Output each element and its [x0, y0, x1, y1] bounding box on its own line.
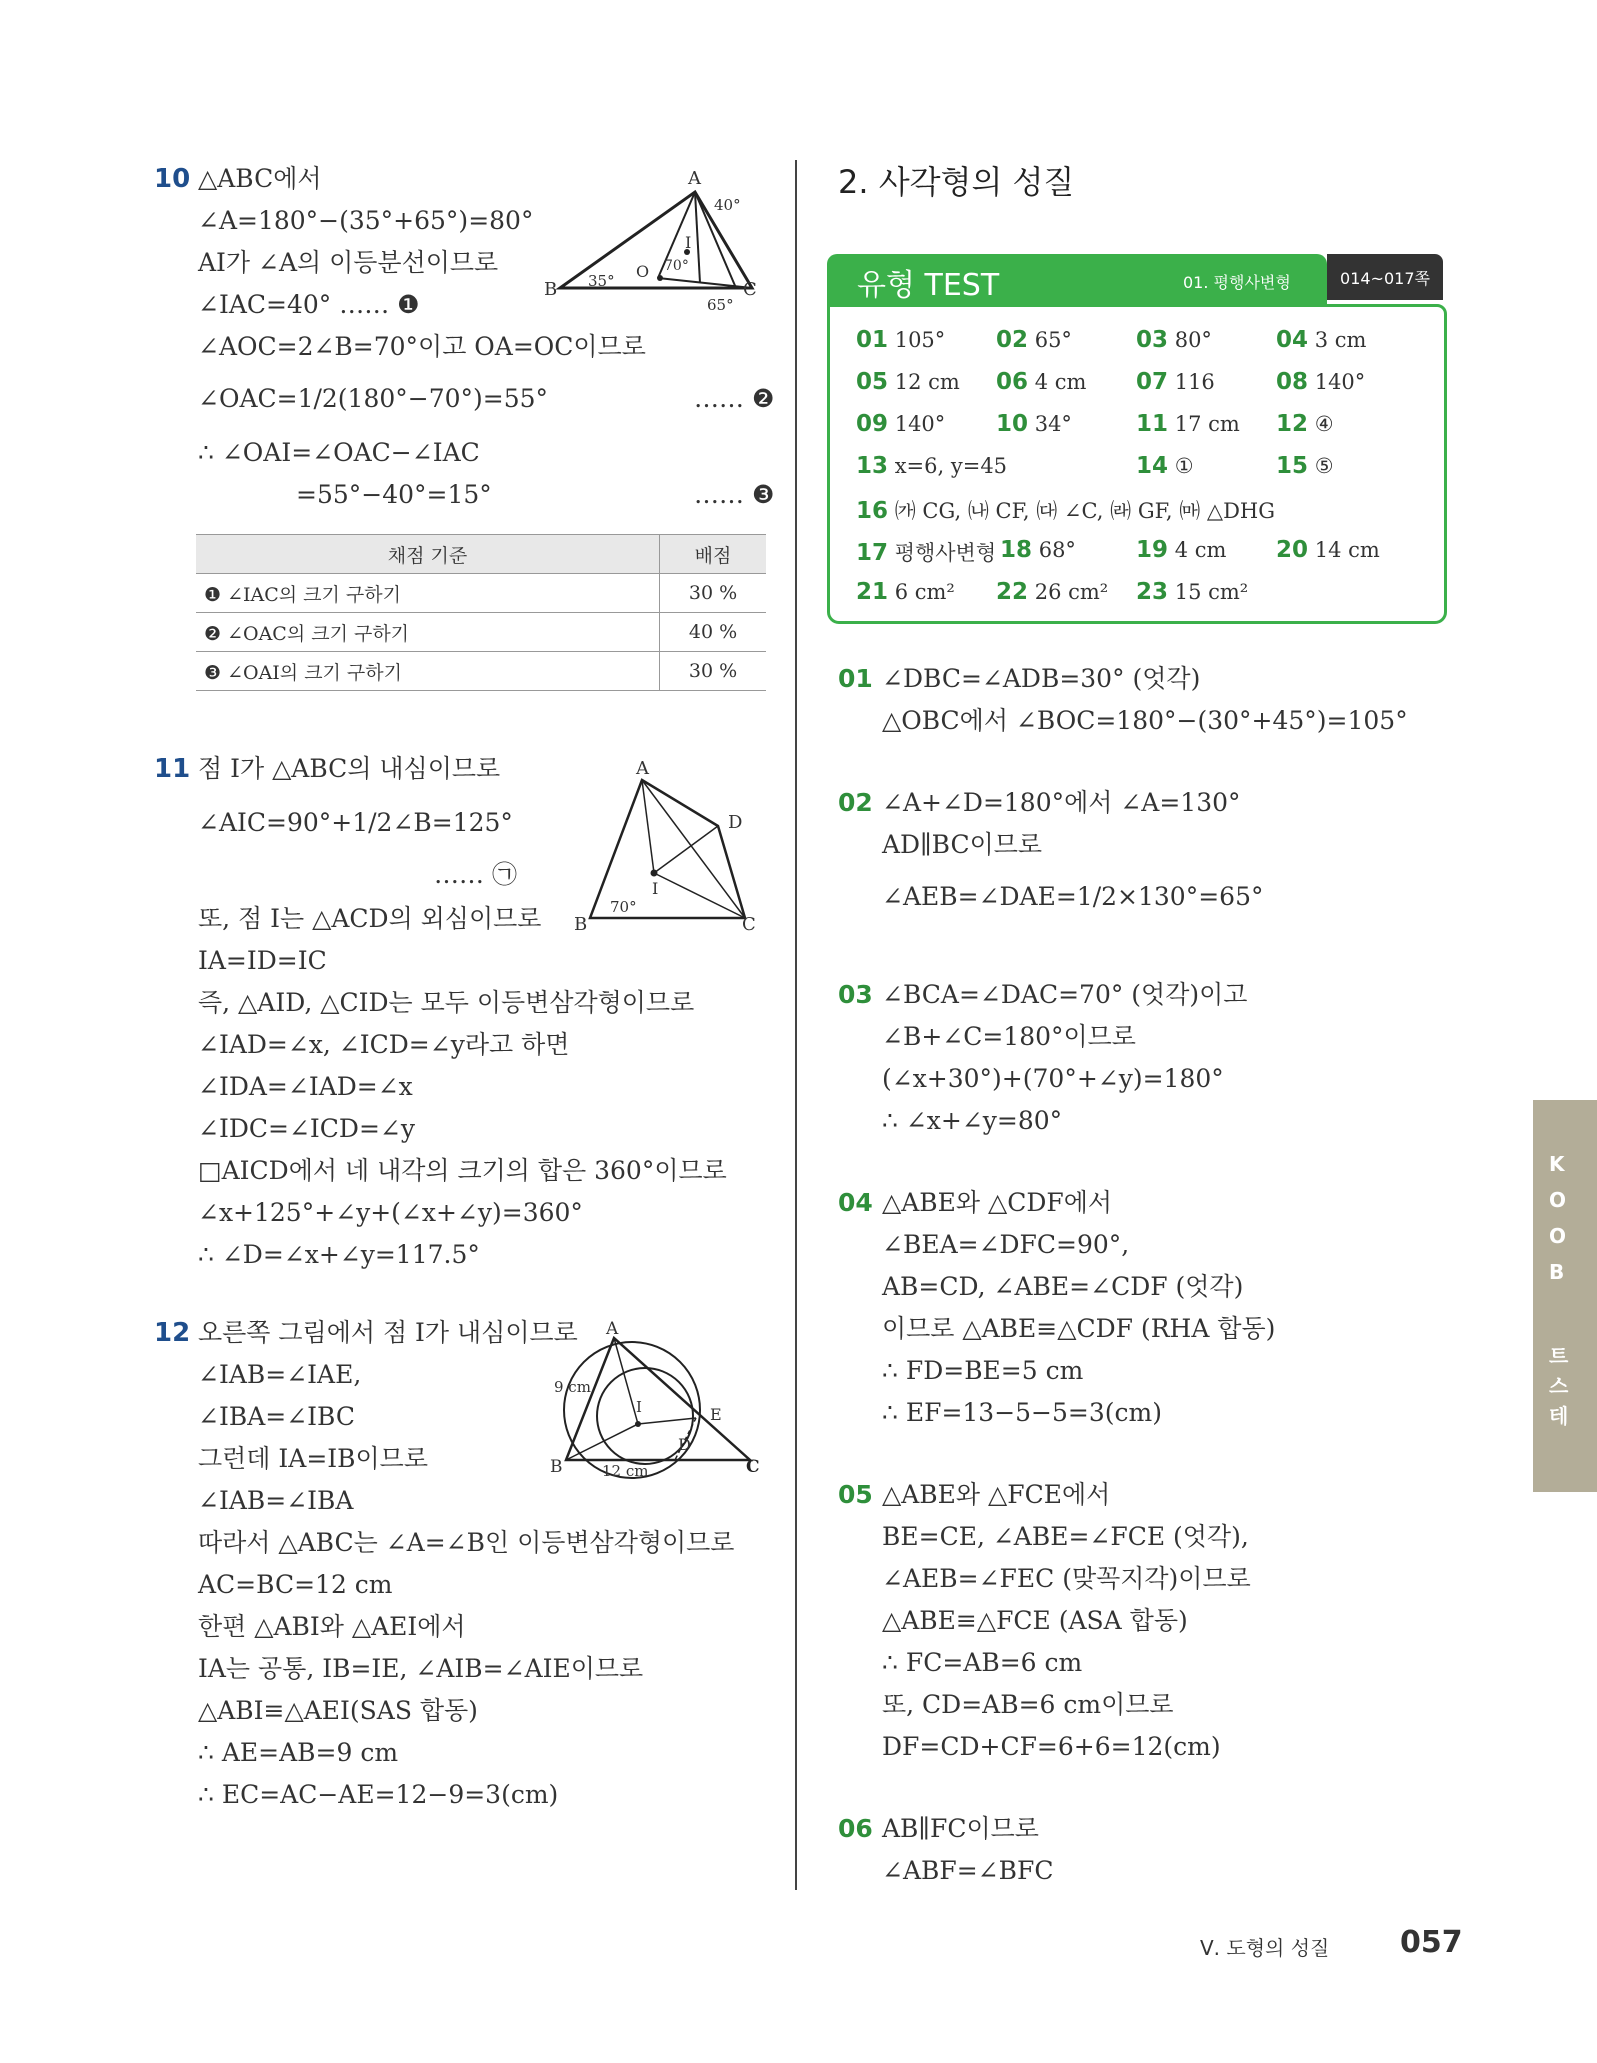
solution-line: △ABE≡△FCE (ASA 합동) — [882, 1606, 1188, 1635]
label-E: E — [710, 1405, 722, 1424]
solution-line: ∠BEA=∠DFC=90°, — [882, 1230, 1130, 1259]
answer-grid — [827, 304, 1447, 624]
solution-line: AI가 ∠A의 이등분선이므로 — [198, 248, 499, 277]
incircle-figure — [550, 1320, 770, 1490]
answer-item: 08 140° — [1276, 369, 1366, 395]
type-test-label: 유형 TEST — [857, 268, 1000, 303]
length-12cm: 12 cm — [602, 1462, 649, 1480]
solution-line: AB=CD, ∠ABE=∠CDF (엇각) — [882, 1272, 1244, 1301]
score-marker: …… ❸ — [694, 480, 775, 509]
page-range-tab: 014~017쪽 — [1327, 254, 1443, 300]
side-tab-char: K — [1549, 1152, 1565, 1176]
footer-section: Ⅴ. 도형의 성질 — [1200, 1936, 1330, 1960]
answer-item: 11 17 cm — [1136, 411, 1240, 437]
solution-line: △ABI≡△AEI(SAS 합동) — [198, 1696, 478, 1725]
table-row — [196, 613, 766, 652]
problem-number: 02 — [838, 788, 873, 817]
answer-item: 12 ④ — [1276, 411, 1334, 437]
solution-line: ∴ FD=BE=5 cm — [882, 1356, 1084, 1385]
angle-70: 70° — [664, 258, 689, 274]
problem-number: 03 — [838, 980, 873, 1009]
grading-table — [196, 534, 766, 691]
label-D: D — [678, 1435, 691, 1454]
solution-line: ∠IAB=∠IBA — [198, 1486, 354, 1515]
quadrilateral-figure — [570, 758, 770, 936]
answer-item: 22 26 cm² — [996, 579, 1109, 605]
solution-line: △ABC에서 — [198, 164, 322, 193]
answer-item: 01 105° — [856, 327, 946, 353]
answer-item: 19 4 cm — [1136, 537, 1227, 563]
grade-header-points: 배점 — [660, 535, 767, 574]
problem-number: 05 — [838, 1480, 873, 1509]
angle-70: 70° — [610, 898, 637, 916]
label-I: I — [685, 233, 692, 252]
angle-65: 65° — [707, 296, 734, 314]
solution-line: ∠ABF=∠BFC — [882, 1856, 1054, 1885]
solution-line: BE=CE, ∠ABE=∠FCE (엇각), — [882, 1522, 1249, 1551]
answer-item: 17 평행사변형 — [856, 540, 997, 566]
column-divider — [795, 160, 797, 1890]
answer-item: 09 140° — [856, 411, 946, 437]
answer-item: 23 15 cm² — [1136, 579, 1249, 605]
solution-line: =55°−40°=15° — [296, 480, 492, 509]
solution-line: AB∥FC이므로 — [882, 1814, 1039, 1843]
solution-line: DF=CD+CF=6+6=12(cm) — [882, 1732, 1221, 1761]
label-C: C — [746, 1457, 760, 1477]
solution-line: □AICD에서 네 내각의 크기의 합은 360°이므로 — [198, 1156, 727, 1185]
label-I: I — [636, 1398, 642, 1416]
solution-line: 즉, △AID, △CID는 모두 이등변삼각형이므로 — [198, 988, 695, 1017]
table-row — [196, 574, 766, 613]
angle-40: 40° — [714, 196, 741, 214]
label-B: B — [574, 914, 588, 935]
grade-points: 30 % — [660, 574, 767, 613]
solution-line: ∴ ∠OAI=∠OAC−∠IAC — [198, 438, 480, 467]
solution-line: ∠AEB=∠DAE=1/2×130°=65° — [882, 882, 1264, 911]
label-I: I — [652, 879, 659, 898]
label-D: D — [728, 812, 743, 833]
answer-item: 06 4 cm — [996, 369, 1087, 395]
side-tab-char: O — [1549, 1188, 1567, 1212]
length-9cm: 9 cm — [554, 1378, 591, 1396]
solution-line: 따라서 △ABC는 ∠A=∠B인 이등변삼각형이므로 — [198, 1528, 735, 1557]
answer-item: 02 65° — [996, 327, 1072, 353]
side-tab-char: B — [1549, 1260, 1565, 1284]
problem-number: 04 — [838, 1188, 873, 1217]
grade-criteria: ❶ ∠IAC의 크기 구하기 — [196, 574, 660, 613]
side-tab-char: O — [1549, 1224, 1567, 1248]
solution-line: ∠OAC=1/2(180°−70°)=55° — [198, 384, 549, 413]
solution-line: △ABE와 △CDF에서 — [882, 1188, 1113, 1217]
problem-number: 12 — [154, 1318, 191, 1348]
solution-line: IA는 공통, IB=IE, ∠AIB=∠AIE이므로 — [198, 1654, 644, 1683]
answer-item: 13 x=6, y=45 — [856, 453, 1008, 479]
answer-item: 18 68° — [1000, 537, 1076, 563]
table-row — [196, 652, 766, 691]
answer-item: 15 ⑤ — [1276, 453, 1334, 479]
solution-line: ∠IAD=∠x, ∠ICD=∠y라고 하면 — [198, 1030, 570, 1059]
label-B: B — [544, 279, 558, 300]
solution-line: ∠x+125°+∠y+(∠x+∠y)=360° — [198, 1198, 583, 1227]
answer-item: 04 3 cm — [1276, 327, 1367, 353]
solution-line: ∠A+∠D=180°에서 ∠A=130° — [882, 788, 1241, 817]
solution-line: ∴ AE=AB=9 cm — [198, 1738, 399, 1767]
answer-item: 16 ㈎ CG, ㈏ CF, ㈐ ∠C, ㈑ GF, ㈒ △DHG — [856, 498, 1276, 524]
solution-line: ∴ FC=AB=6 cm — [882, 1648, 1083, 1677]
solution-line: ∠BCA=∠DAC=70° (엇각)이고 — [882, 980, 1248, 1009]
answer-item: 21 6 cm² — [856, 579, 955, 605]
answer-item: 03 80° — [1136, 327, 1212, 353]
solution-line: △ABE와 △FCE에서 — [882, 1480, 1111, 1509]
answer-item: 07 116 — [1136, 369, 1215, 395]
solution-line: 점 I가 △ABC의 내심이므로 — [198, 754, 501, 783]
answer-item: 10 34° — [996, 411, 1072, 437]
solution-line: ∠IAB=∠IAE, — [198, 1360, 362, 1389]
label-A: A — [688, 170, 701, 189]
grade-points: 40 % — [660, 613, 767, 652]
angle-35: 35° — [588, 272, 615, 290]
solution-line: ∴ EF=13−5−5=3(cm) — [882, 1398, 1162, 1427]
type-test-subtitle: 01. 평행사변형 — [1183, 273, 1291, 292]
solution-line: AC=BC=12 cm — [198, 1570, 393, 1599]
page-number: 057 — [1400, 1925, 1463, 1960]
solution-line: ∠AOC=2∠B=70°이고 OA=OC이므로 — [198, 332, 646, 361]
solution-line: ∠IAC=40° …… ❶ — [198, 290, 420, 319]
grade-header-criteria: 채점 기준 — [196, 535, 660, 574]
problem-number: 11 — [154, 754, 191, 784]
triangle-figure — [540, 170, 770, 320]
label-B: B — [550, 1457, 563, 1477]
solution-line: IA=ID=IC — [198, 946, 327, 975]
type-test-box — [827, 254, 1447, 624]
test-book-side-tab — [1533, 1100, 1597, 1492]
solution-line: …… ㉠ — [434, 860, 517, 889]
problem-number: 06 — [838, 1814, 873, 1843]
answer-item: 14 ① — [1136, 453, 1194, 479]
section-title: 2. 사각형의 성질 — [838, 163, 1075, 201]
answer-item: 20 14 cm — [1276, 537, 1380, 563]
solution-line: 오른쪽 그림에서 점 I가 내심이므로 — [198, 1318, 578, 1347]
problem-number: 10 — [154, 164, 191, 194]
solution-line: 또, 점 I는 △ACD의 외심이므로 — [198, 904, 542, 933]
solution-line: ∠IBA=∠IBC — [198, 1402, 355, 1431]
solution-line: 그런데 IA=IB이므로 — [198, 1444, 428, 1473]
solution-line: ∠B+∠C=180°이므로 — [882, 1022, 1136, 1051]
solution-line: ∠IDC=∠ICD=∠y — [198, 1114, 415, 1143]
solution-line: ∠IDA=∠IAD=∠x — [198, 1072, 413, 1101]
label-O: O — [636, 262, 650, 281]
score-marker: …… ❷ — [694, 384, 775, 413]
solution-line: ∠AEB=∠FEC (맞꼭지각)이므로 — [882, 1564, 1251, 1593]
problem-number: 01 — [838, 664, 873, 693]
solution-line: ∠DBC=∠ADB=30° (엇각) — [882, 664, 1201, 693]
solution-line: ∴ EC=AC−AE=12−9=3(cm) — [198, 1780, 559, 1809]
label-A: A — [636, 758, 649, 779]
solution-line: AD∥BC이므로 — [882, 830, 1043, 859]
solution-line: 한편 △ABI와 △AEI에서 — [198, 1612, 466, 1641]
side-tab-char: 스 — [1549, 1374, 1569, 1398]
grade-points: 30 % — [660, 652, 767, 691]
solution-line: ∴ ∠x+∠y=80° — [882, 1106, 1063, 1135]
type-test-header — [827, 254, 1327, 306]
side-tab-char: 테 — [1549, 1404, 1569, 1428]
label-A: A — [606, 1320, 619, 1339]
side-tab-char: 트 — [1549, 1344, 1569, 1368]
label-C: C — [743, 279, 757, 300]
grade-criteria: ❸ ∠OAI의 크기 구하기 — [196, 652, 660, 691]
label-C: C — [742, 914, 756, 935]
solution-line: ∠AIC=90°+1/2∠B=125° — [198, 808, 513, 837]
solution-line: ∠A=180°−(35°+65°)=80° — [198, 206, 534, 235]
solution-line: 또, CD=AB=6 cm이므로 — [882, 1690, 1174, 1719]
solution-line: △OBC에서 ∠BOC=180°−(30°+45°)=105° — [882, 706, 1408, 735]
answer-item: 05 12 cm — [856, 369, 960, 395]
grade-criteria: ❷ ∠OAC의 크기 구하기 — [196, 613, 660, 652]
solution-line: 이므로 △ABE≡△CDF (RHA 합동) — [882, 1314, 1276, 1343]
solution-line: ∴ ∠D=∠x+∠y=117.5° — [198, 1240, 480, 1269]
solution-line: (∠x+30°)+(70°+∠y)=180° — [882, 1064, 1224, 1093]
